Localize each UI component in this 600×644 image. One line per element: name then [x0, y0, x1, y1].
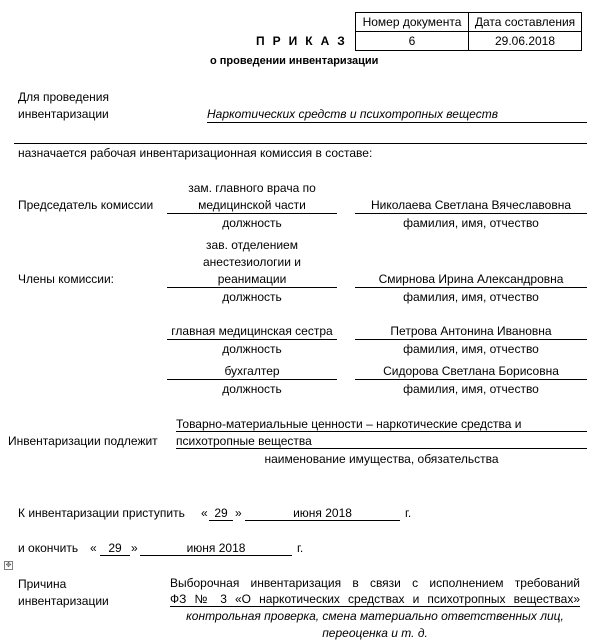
chairman-position-2: медицинской части	[198, 198, 306, 212]
inventory-subject-underline-2	[176, 448, 587, 449]
inventory-subject-label: Инвентаризации подлежит	[8, 434, 158, 448]
start-day: 29	[214, 506, 228, 520]
end-quote-open: «	[90, 541, 97, 555]
member-2-position: главная медицинская сестра	[171, 324, 333, 338]
chairman-position-1: зам. главного врача по	[188, 181, 316, 195]
inventory-subject-underline-1	[176, 431, 587, 432]
page-subtitle: о проведении инвентаризации	[210, 55, 379, 67]
inventory-subject-line-2: психотропные вещества	[176, 434, 312, 448]
member-2-name-underline	[355, 339, 587, 340]
end-day-underline	[100, 555, 130, 556]
purpose-underline-2	[14, 143, 587, 144]
member-1-position-2: анестезиологии и	[203, 255, 301, 269]
doc-number-header: Номер документа	[356, 13, 469, 32]
member-1-name-caption: фамилия, имя, отчество	[403, 290, 539, 304]
start-quote-open: «	[201, 506, 208, 520]
end-month-underline	[140, 555, 292, 556]
move-handle-icon[interactable]: ✥	[5, 562, 12, 569]
member-3-position: бухгалтер	[224, 364, 280, 378]
start-label: К инвентаризации приступить	[18, 506, 185, 520]
end-month-year: июня 2018	[186, 541, 246, 555]
member-2-position-underline	[167, 339, 337, 340]
member-1-position-underline	[167, 287, 337, 288]
member-1-position-caption: должность	[222, 290, 282, 304]
member-3-position-underline	[167, 379, 337, 380]
inventory-subject-line-1: Товарно-материальные ценности – наркотические средства и	[176, 417, 522, 431]
date-value: 29.06.2018	[469, 32, 582, 51]
reason-underline	[170, 606, 580, 607]
member-3-name-caption: фамилия, имя, отчество	[403, 382, 539, 396]
purpose-label-2: инвентаризации	[18, 107, 109, 121]
doc-number-value: 6	[356, 32, 469, 51]
reason-line-1: Выборочная инвентаризация в связи с исполнением требований	[170, 576, 580, 590]
member-1-name-underline	[355, 287, 587, 288]
member-3-position-caption: должность	[222, 382, 282, 396]
start-year-suffix: г.	[405, 506, 412, 520]
start-quote-close: »	[235, 506, 242, 520]
member-2-name: Петрова Антонина Ивановна	[390, 324, 552, 338]
inventory-subject-caption: наименование имущества, обязательства	[264, 452, 499, 466]
chairman-position-underline	[167, 213, 337, 214]
reason-hint-1: контрольная проверка, смена материально ответственных лиц,	[186, 609, 564, 623]
chairman-name-caption: фамилия, имя, отчество	[403, 216, 539, 230]
document-header-table	[355, 12, 582, 51]
member-2-name-caption: фамилия, имя, отчество	[403, 342, 539, 356]
end-quote-close: »	[131, 541, 138, 555]
start-month-underline	[245, 520, 400, 521]
member-2-position-caption: должность	[222, 342, 282, 356]
reason-label-2: инвентаризации	[18, 594, 109, 608]
start-day-underline	[209, 520, 233, 521]
member-1-name: Смирнова Ирина Александровна	[378, 272, 564, 286]
end-year-suffix: г.	[297, 541, 304, 555]
members-label: Члены комиссии:	[18, 272, 115, 286]
date-header: Дата составления	[469, 13, 582, 32]
reason-line-2: ФЗ № 3 «О наркотических средствах и психотропных веществах»	[170, 592, 580, 606]
chairman-name: Николаева Светлана Вячеславовна	[370, 198, 572, 212]
chairman-label: Председатель комиссии	[18, 198, 154, 212]
purpose-underline	[207, 122, 587, 123]
reason-label-1: Причина	[18, 577, 67, 591]
reason-hint-2: переоценка и т. д.	[322, 626, 428, 640]
end-day: 29	[108, 541, 122, 555]
start-month-year: июня 2018	[293, 506, 352, 520]
purpose-value: Наркотических средств и психотропных веществ	[207, 107, 498, 121]
page-title: ПРИКАЗ	[256, 34, 353, 48]
member-1-position-3: реанимации	[217, 272, 287, 286]
chairman-name-underline	[355, 213, 587, 214]
member-1-position-1: зав. отделением	[206, 238, 298, 252]
commission-intro: назначается рабочая инвентаризационная комиссия в составе:	[18, 146, 373, 160]
end-label: и окончить	[18, 541, 79, 555]
chairman-position-caption: должность	[222, 216, 282, 230]
purpose-label-1: Для проведения	[18, 90, 109, 104]
member-3-name-underline	[355, 379, 587, 380]
member-3-name: Сидорова Светлана Борисовна	[383, 364, 559, 378]
